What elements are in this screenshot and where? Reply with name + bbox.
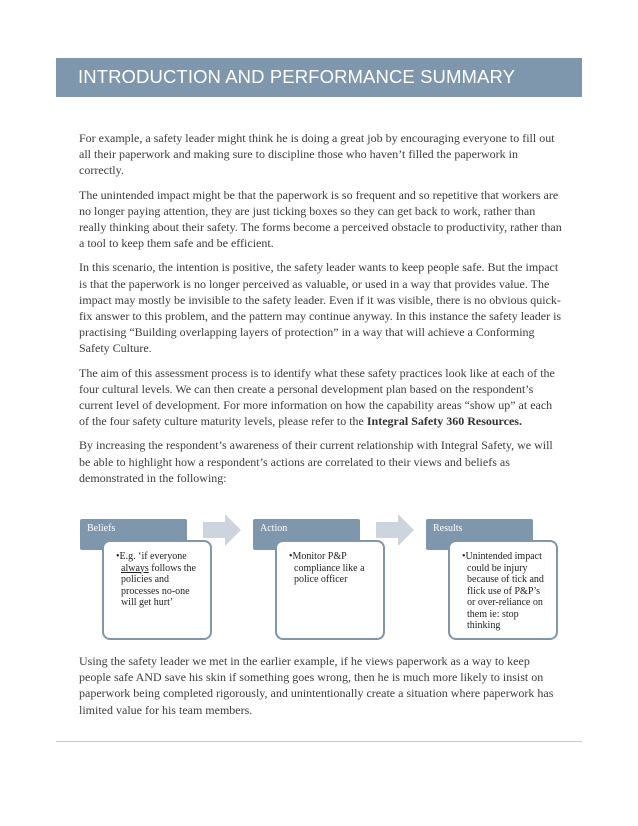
beliefs-text: •E.g. ‘if everyone always follows the policies and processes no-one will get hurt’ <box>116 551 196 608</box>
closing-text <box>79 653 563 726</box>
action-label: Action <box>260 523 288 534</box>
paragraph-awareness: By increasing the respondent’s awareness of their current relationship with Integral Safety, we will be able to highlight how a respondent’s actions are correlated to their views and beliefs as demonstrated in the following: <box>79 438 553 485</box>
footer-divider <box>56 741 582 742</box>
paragraph-scenario: In this scenario, the intention is positive, the safety leader wants to keep people safe. But the impact is that the paperwork is no longer perceived as valuable, or used in a way that provides value. The impact may mostly be invisible to the safety leader. Even if it was visible, there is no obvious quick-fix answer to this problem, and the pattern may continue anyway. In this instance the safety leader is practising “Building overlapping layers of protection” in a way that will achieve a Conforming Safety Culture. <box>79 260 562 356</box>
paragraph-aim <box>79 365 563 430</box>
body-text <box>79 130 563 494</box>
beliefs-action-results-diagram <box>80 512 560 642</box>
beliefs-box <box>102 540 212 640</box>
page-title: INTRODUCTION AND PERFORMANCE SUMMARY <box>78 66 516 87</box>
paragraph-example: For example, a safety leader might think he is doing a great job by encouraging everyone to fill out all their paperwork and making sure to discipline those who haven’t filled the paperwork in correctly. <box>79 131 555 178</box>
arrow-right-icon <box>376 514 414 546</box>
beliefs-label: Beliefs <box>87 523 116 534</box>
aim-text: The aim of this assessment process is to identify what these safety practices look like at each of the four cultural levels. We can then create a personal development plan based on the respondent’s current level of development. For more information on how the capability areas “show up” at each of the four safety culture maturity levels, please refer to the <box>79 365 555 429</box>
results-box <box>448 540 558 640</box>
action-box <box>275 540 385 640</box>
paragraph-unintended-impact: The unintended impact might be that the paperwork is so frequent and so repetitive that workers are no longer paying attention, they are just ticking boxes so they can get back to work, rather than really thinking about their safety. The forms become a perceived obstacle to productivity, rather than a tool to keep them safe and be efficient. <box>79 187 562 251</box>
paragraph-closing: Using the safety leader we met in the earlier example, if he views paperwork as a way to keep people safe AND save his skin if something goes wrong, then he is much more likely to insist on paperwork being completed rigorously, and unintentionally create a situation where paperwork has limited value for his team members. <box>79 654 554 717</box>
results-label: Results <box>433 523 463 534</box>
resources-link-text: Integral Safety 360 Resources. <box>366 414 522 429</box>
section-banner <box>56 58 582 97</box>
arrow-right-icon <box>203 514 241 546</box>
action-text: •Monitor P&P compliance like a police officer <box>289 551 365 585</box>
results-text: •Unintended impact could be injury because of tick and flick use of P&P’s or over-reliance on them ie: stop thinking <box>462 551 544 631</box>
